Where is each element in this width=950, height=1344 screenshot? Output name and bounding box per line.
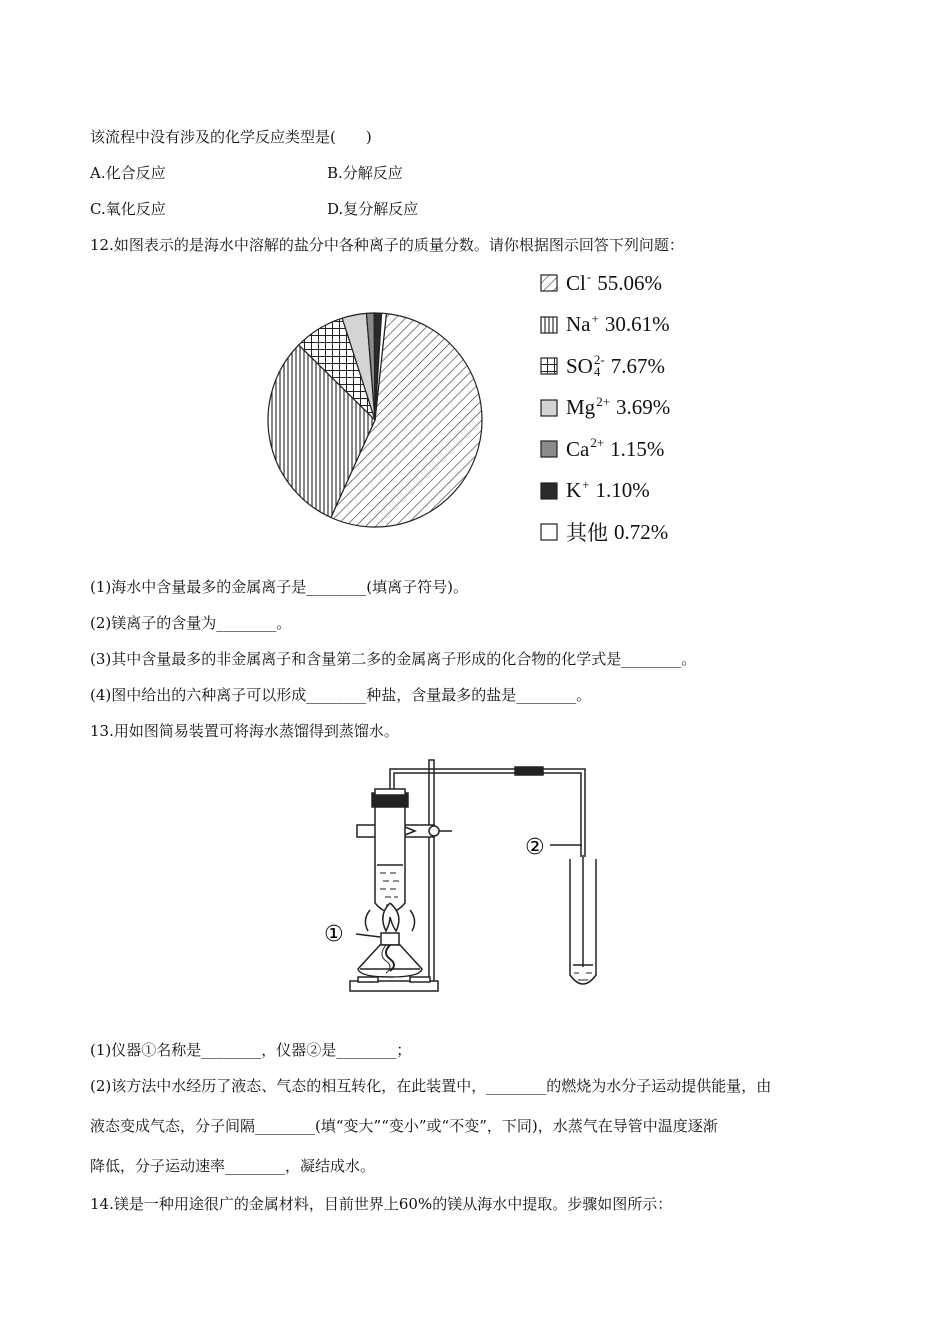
q13-sub-1: (1)仪器①名称是________，仪器②是________； xyxy=(90,1041,412,1059)
legend-percent: 3.69% xyxy=(616,395,671,419)
legend-entry-5 xyxy=(540,436,664,462)
legend-entry-6 xyxy=(540,478,650,504)
label-instrument-1: ① xyxy=(324,922,344,947)
q11-stem: 该流程中没有涉及的化学反应类型是( ) xyxy=(90,128,372,146)
q12-sub-2: (2)镁离子的含量为________。 xyxy=(90,614,292,632)
q12-stem: 12.如图表示的是海水中溶解的盐分中各种离子的质量分数。请你根据图示回答下列问题： xyxy=(90,236,684,254)
legend-entry-4 xyxy=(540,395,670,421)
legend-subscript: 4 xyxy=(593,364,601,379)
legend-entry-3 xyxy=(540,353,665,379)
q11-option-d: D.复分解反应 xyxy=(327,200,419,218)
legend-swatch xyxy=(540,357,558,375)
legend-percent: 1.10% xyxy=(595,478,650,502)
legend-entry-1 xyxy=(540,270,662,296)
legend-entry-2 xyxy=(540,312,670,338)
legend-percent: 1.15% xyxy=(610,436,665,461)
legend-charge: 2+ xyxy=(590,435,605,450)
q11-option-a: A.化合反应 xyxy=(90,164,166,182)
legend-swatch xyxy=(540,274,558,292)
distillation-apparatus xyxy=(320,755,630,1010)
legend-swatch xyxy=(540,316,558,334)
legend-charge: 2- xyxy=(593,352,605,367)
legend-charge: + xyxy=(582,476,590,492)
q13-sub-2b: 液态变成气态，分子间隔________(填“变大”“变小”或“不变”，下同)，水蒸气在导管中温度逐渐 xyxy=(90,1117,718,1135)
q11-option-c: C.氧化反应 xyxy=(90,200,166,218)
legend-percent: 55.06% xyxy=(597,270,662,295)
legend-percent: 30.61% xyxy=(604,312,670,336)
legend-charge: + xyxy=(591,310,599,326)
legend-ion: Cl xyxy=(566,270,586,295)
legend-subscript xyxy=(596,408,610,420)
legend-ion: 其他 xyxy=(566,521,608,545)
q13-sub-2a: (2)该方法中水经历了液态、气态的相互转化，在此装置中，________的燃烧为水分子运动提供能量，由 xyxy=(90,1077,772,1095)
q14-stem: 14.镁是一种用途很广的金属材料，目前世界上60%的镁从海水中提取。步骤如图所示： xyxy=(90,1195,673,1213)
legend-subscript xyxy=(587,283,591,295)
q12-sub-3: (3)其中含量最多的非金属离子和含量第二多的金属离子形成的化合物的化学式是________。 xyxy=(90,650,697,668)
legend-ion: Na xyxy=(566,312,591,336)
legend-percent: 0.72% xyxy=(614,519,669,544)
legend-subscript xyxy=(582,491,589,503)
legend-swatch xyxy=(540,399,558,417)
legend-swatch xyxy=(540,523,558,541)
legend-subscript xyxy=(590,449,604,461)
legend-charge: 2+ xyxy=(596,393,611,409)
legend-ion: K xyxy=(566,478,582,502)
legend-ion: Ca xyxy=(566,436,590,461)
label-instrument-2: ② xyxy=(525,835,545,860)
legend-percent: 7.67% xyxy=(610,353,665,378)
legend-swatch xyxy=(540,482,558,500)
legend-ion: SO xyxy=(566,353,593,378)
q12-sub-1: (1)海水中含量最多的金属离子是________(填离子符号)。 xyxy=(90,578,468,596)
q12-sub-4: (4)图中给出的六种离子可以形成________种盐，含量最多的盐是________。 xyxy=(90,686,592,704)
legend-charge: - xyxy=(586,269,592,284)
q13-stem: 13.用如图简易装置可将海水蒸馏得到蒸馏水。 xyxy=(90,722,399,740)
q11-option-b: B.分解反应 xyxy=(327,164,403,182)
ion-pie-chart xyxy=(255,300,495,540)
legend-swatch xyxy=(540,440,558,458)
legend-subscript xyxy=(592,325,599,337)
legend-entry-7 xyxy=(540,519,668,545)
q13-sub-2c: 降低，分子运动速率________，凝结成水。 xyxy=(90,1157,376,1175)
legend-ion: Mg xyxy=(566,395,596,419)
